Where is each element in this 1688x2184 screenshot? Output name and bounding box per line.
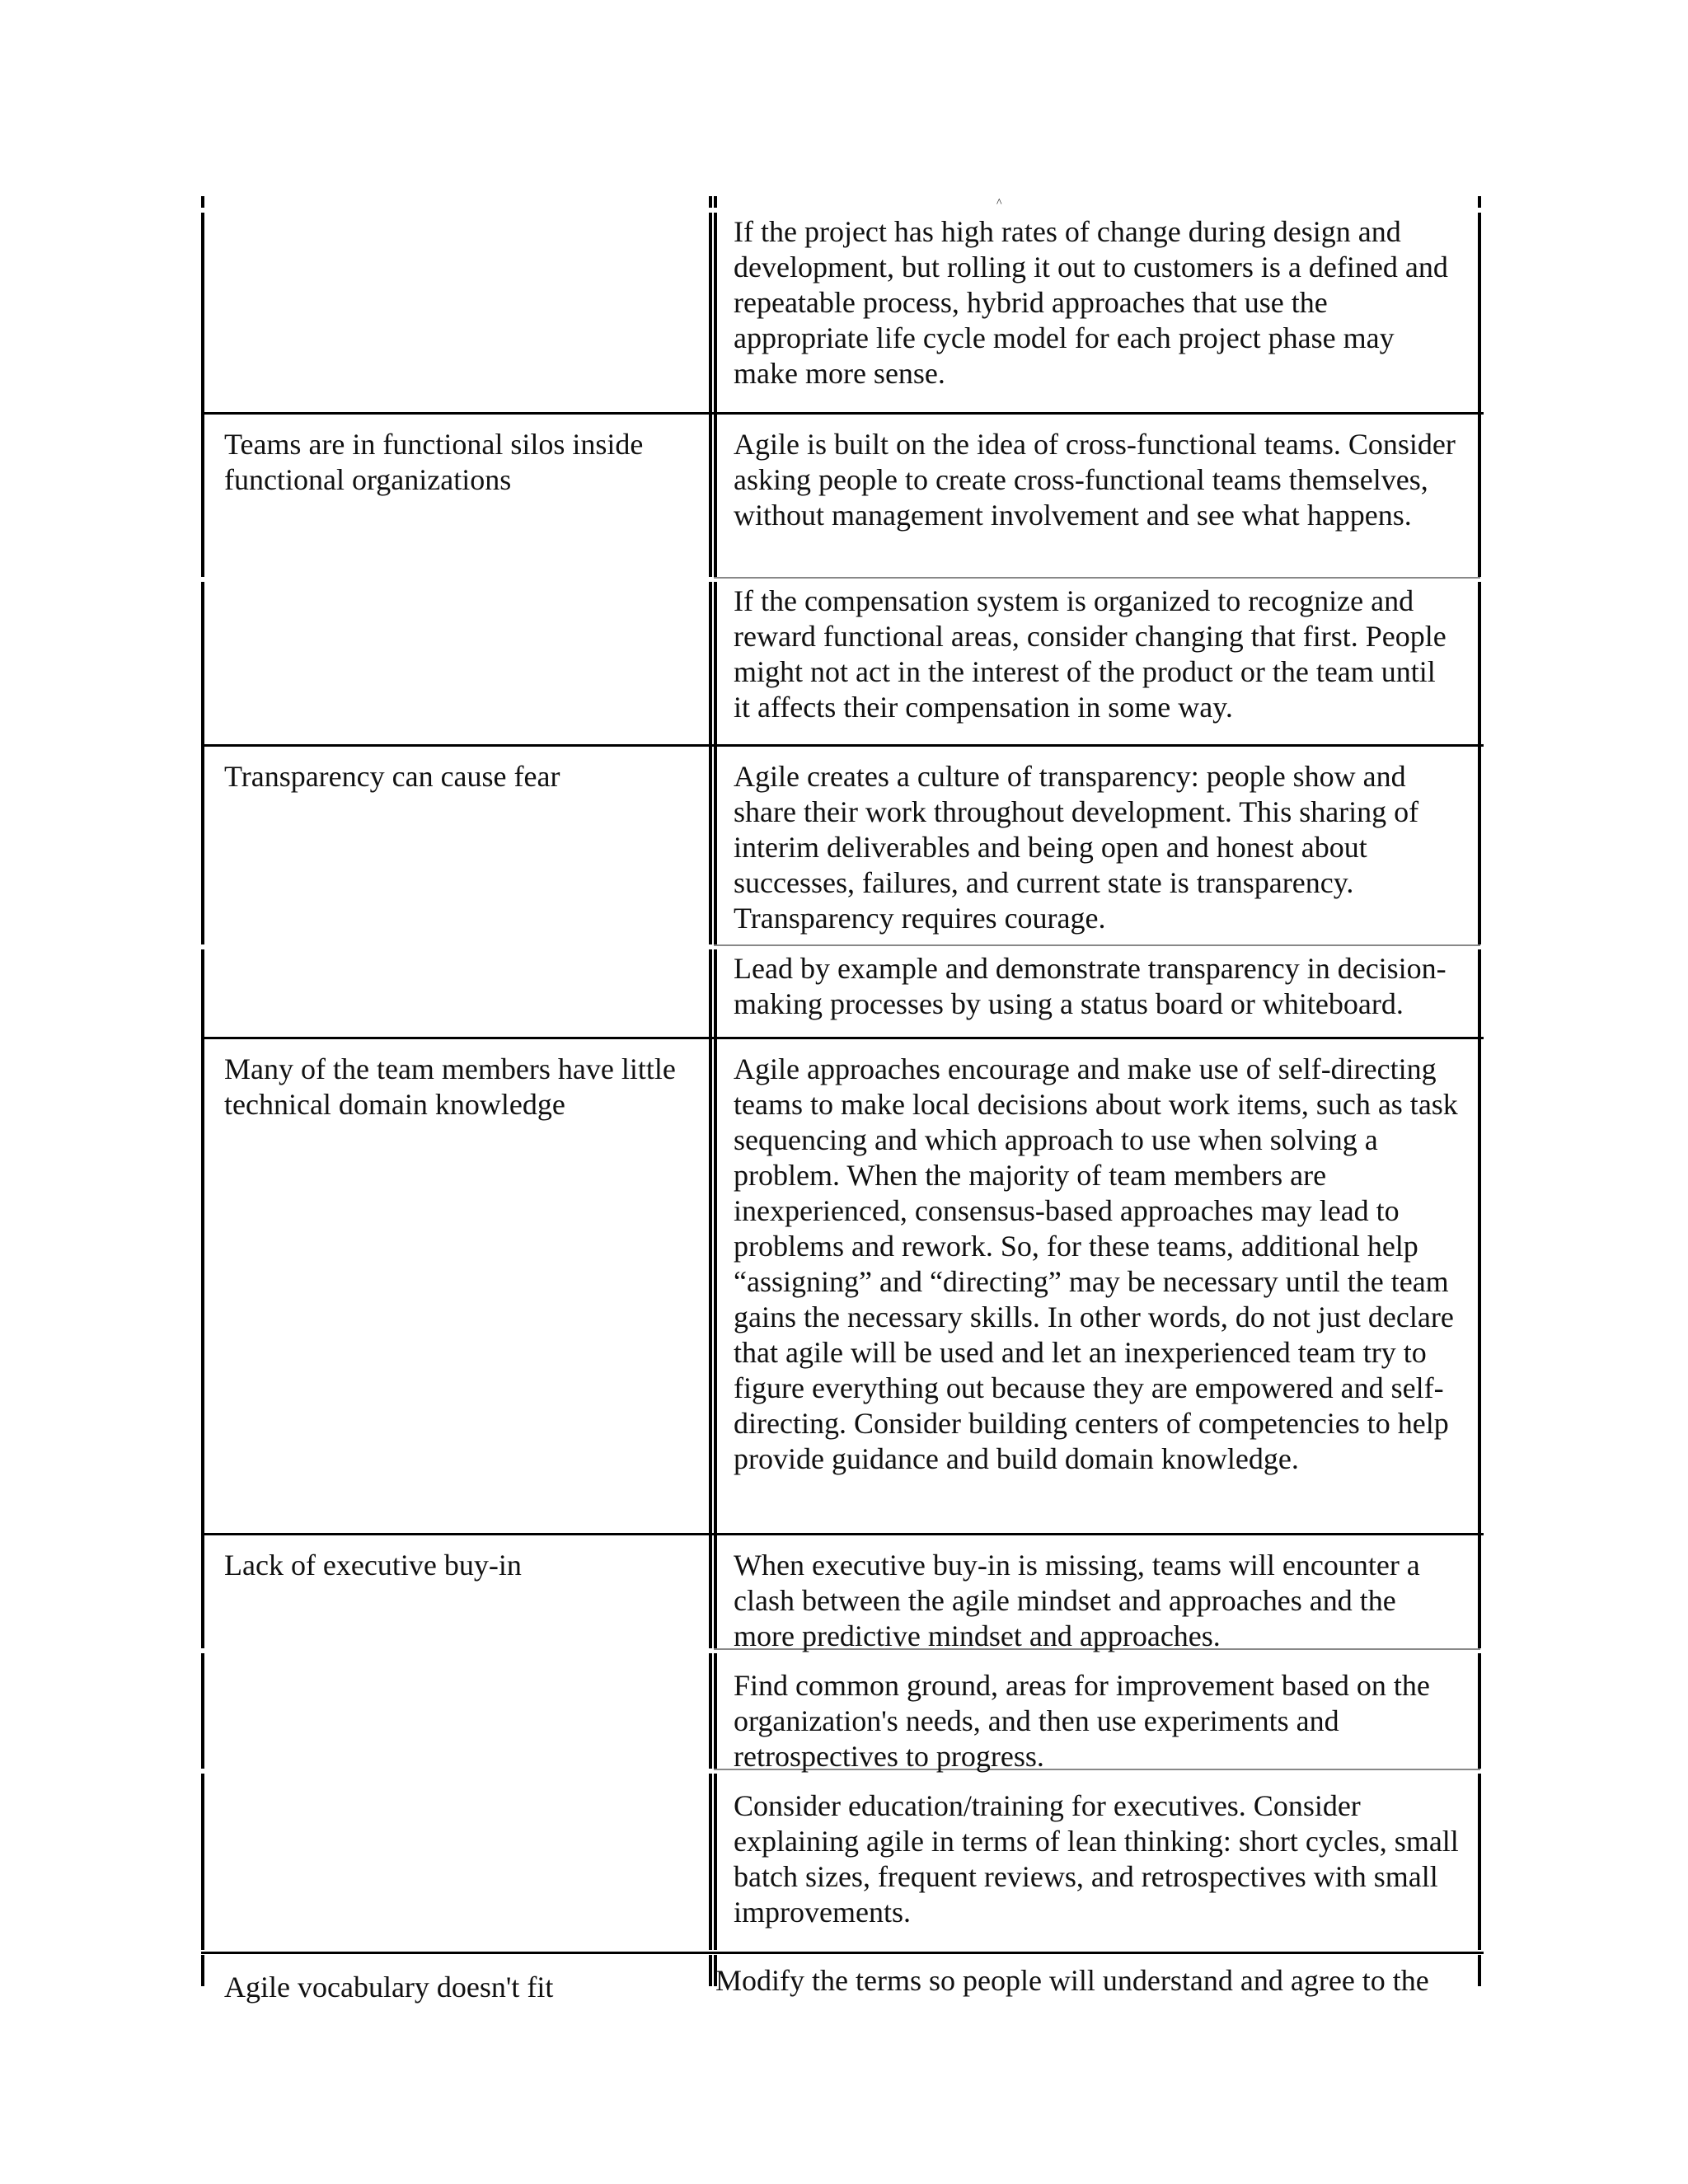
top-mark: ^ [996, 197, 1002, 209]
cut-off-row [201, 1960, 1484, 2004]
table-border-left [201, 196, 204, 1986]
row-border [201, 1037, 1484, 1039]
problem-text: Transparency can cause fear [224, 760, 560, 793]
suggestion-text: When executive buy-in is missing, teams will encounter a clash between the agile mindset and approaches and the more predictive mindset and approaches. [734, 1549, 1420, 1652]
row-border [201, 412, 1484, 415]
challenges-table [201, 196, 1484, 2004]
sub-row-border [714, 944, 1480, 946]
table-border-right [1478, 196, 1481, 1986]
problem-text: Many of the team members have little technical domain knowledge [224, 1052, 676, 1121]
table-column-divider-2 [714, 196, 717, 1986]
suggestion-text: Agile creates a culture of transparency: people show and share their work throughout development. This sharing of interim deliverables and being open and honest about successes, failures, and current state is transparency. Transparency requires courage. [734, 760, 1419, 935]
sub-row-border [714, 577, 1480, 579]
suggestion-text: Find common ground, areas for improvement based on the organization's needs, and then use experiments and retrospectives to progress. [734, 1669, 1430, 1773]
border-gap [201, 208, 1484, 213]
suggestion-text: Modify the terms so people will understand and agree to the [715, 1964, 1429, 1997]
problem-text: Agile vocabulary doesn't fit [224, 1971, 554, 2004]
problem-text: Lack of executive buy-in [224, 1549, 522, 1582]
row-border [201, 1533, 1484, 1535]
row-border [201, 744, 1484, 747]
row-border [201, 1952, 1484, 1954]
suggestion-text: Agile approaches encourage and make use of self-directing teams to make local decisions about work items, such as task sequencing and which approach to use when solving a problem. When the majority of team members are inexperienced, consensus-based approaches may lead to problems and rework. So, for these teams, additional help “assigning” and “directing” may be necessary until the team gains the necessary skills. In other words, do not just declare that agile will be used and let an inexperienced team try to figure everything out because they are empowered and self-directing. Consider building centers of competencies to help provide guidance and build domain knowledge. [734, 1052, 1458, 1475]
suggestion-text: If the project has high rates of change during design and development, but rolling it out to customers is a defined and repeatable process, hybrid approaches that use the appropriate life cycle model for each project phase may make more sense. [734, 215, 1448, 390]
divider-gap [712, 196, 713, 1986]
suggestion-text: Lead by example and demonstrate transparency in decision-making processes by using a status board or whiteboard. [734, 952, 1447, 1020]
suggestion-text: Consider education/training for executives. Consider explaining agile in terms of lean thinking: short cycles, small batch sizes, frequent reviews, and retrospectives with small improvements. [734, 1789, 1459, 1929]
suggestion-text: If the compensation system is organized to recognize and reward functional areas, consider changing that first. People might not act in the interest of the product or the team until it affects their compensation in some way. [734, 584, 1447, 724]
problem-text: Teams are in functional silos inside functional organizations [224, 428, 644, 496]
suggestion-text: Agile is built on the idea of cross-functional teams. Consider asking people to create cross-functional teams themselves, without management involvement and see what happens. [734, 428, 1456, 532]
